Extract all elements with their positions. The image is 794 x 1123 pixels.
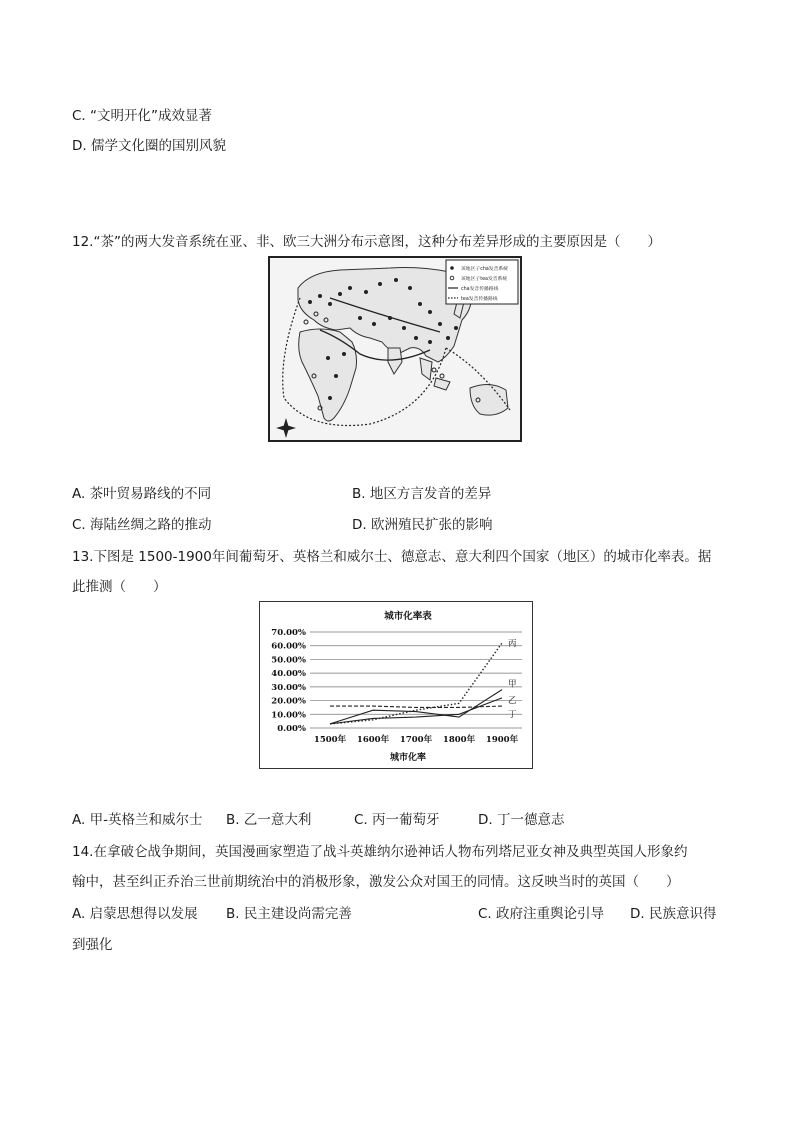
y-tick-label: 10.00%: [271, 710, 306, 721]
x-tick-label: 1800年: [442, 735, 476, 745]
y-tick-label: 40.00%: [271, 669, 306, 680]
chart-svg: [260, 602, 531, 767]
series-label-3: 丙: [508, 638, 517, 649]
q14-option-c: C. 政府注重舆论引导: [478, 906, 605, 922]
q14-option-d: D. 民族意识得: [630, 906, 717, 922]
x-tick-label: 1500年: [313, 735, 347, 745]
q11-option-c: C. “文明开化”成效显著: [72, 108, 212, 124]
x-tick-label: 1700年: [399, 735, 433, 745]
series-line-2: [330, 698, 502, 724]
map-legend-tea-route: tea发音传播路线: [461, 297, 498, 302]
q12-option-a: A. 茶叶贸易路线的不同: [72, 486, 212, 502]
map-legend-cha-route: cha发音传播路线: [461, 287, 499, 292]
series-label-4: 丁: [508, 710, 517, 721]
q14-option-d-continued: 到强化: [72, 937, 113, 953]
q12-option-b: B. 地区方言发音的差异: [352, 486, 492, 502]
series-label-2: 乙: [508, 695, 517, 706]
y-tick-label: 0.00%: [277, 724, 306, 734]
map-legend-cha-area: 该地区子cha发音系统: [461, 267, 508, 272]
q13-stem-line2: 此推测（ ）: [72, 579, 167, 595]
q14-option-a: A. 启蒙思想得以发展: [72, 906, 198, 922]
urbanization-chart: [259, 601, 533, 769]
q12-stem: 12.“茶”的两大发音系统在亚、非、欧三大洲分布示意图，这种分布差异形成的主要原因是（ ）: [72, 234, 661, 250]
tea-pronunciation-map: [268, 256, 522, 442]
chart-x-axis-label: 城市化率: [389, 753, 427, 763]
q14-option-b: B. 民主建设尚需完善: [226, 906, 352, 922]
q13-option-b: B. 乙一意大利: [226, 812, 312, 828]
q12-option-d: D. 欧洲殖民扩张的影响: [352, 517, 493, 533]
q14-stem-line2: 翰中，甚至纠正乔治三世前期统治中的消极形象，激发公众对国王的同情。这反映当时的英国（ ）: [72, 874, 680, 890]
y-tick-label: 30.00%: [271, 682, 306, 693]
y-tick-label: 20.00%: [271, 696, 306, 707]
q11-option-d: D. 儒学文化圈的国别风貌: [72, 138, 226, 154]
q13-option-d: D. 丁一德意志: [478, 812, 565, 828]
series-label-1: 甲: [508, 679, 517, 690]
map-graphic: [270, 258, 520, 440]
q12-option-c: C. 海陆丝绸之路的推动: [72, 517, 212, 533]
q13-option-a: A. 甲-英格兰和威尔士: [72, 812, 203, 828]
map-legend-tea-area: 该地区子tea发音系统: [461, 277, 508, 282]
q13-stem-line1: 13.下图是 1500-1900年间葡萄牙、英格兰和威尔士、德意志、意大利四个国家（地区）的城市化率表。据: [72, 549, 712, 565]
q14-stem-line1: 14.在拿破仑战争期间，英国漫画家塑造了战斗英雄纳尔逊神话人物布列塔尼亚女神及典型英国人形象约: [72, 844, 688, 860]
y-tick-label: 50.00%: [271, 655, 306, 666]
y-tick-label: 60.00%: [271, 641, 306, 652]
x-tick-label: 1600年: [356, 735, 390, 745]
chart-title: 城市化率表: [384, 611, 432, 622]
x-tick-label: 1900年: [485, 735, 519, 745]
y-tick-label: 70.00%: [271, 628, 306, 638]
q13-option-c: C. 丙一葡萄牙: [354, 812, 440, 828]
